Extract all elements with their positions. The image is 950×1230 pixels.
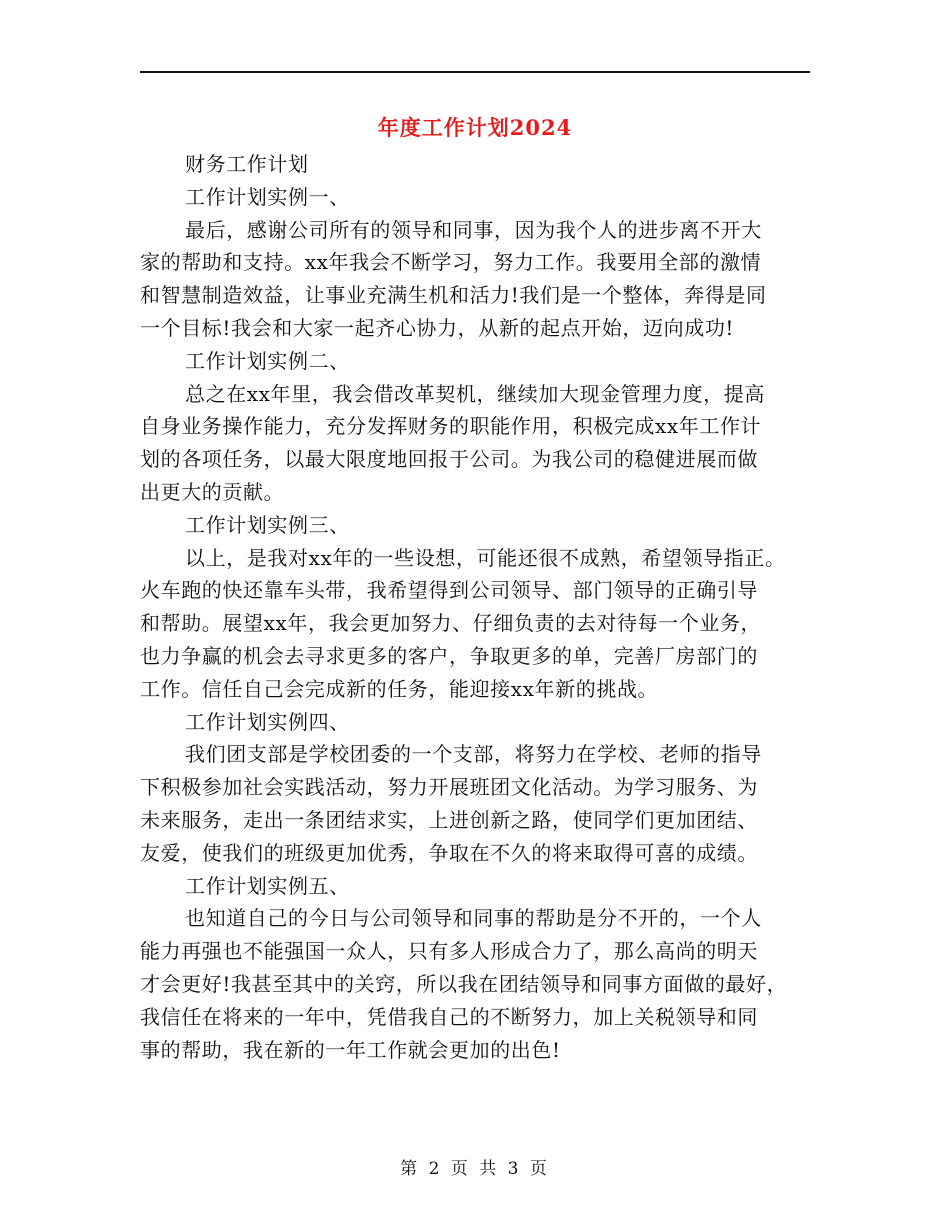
paragraph-line: 一个目标!我会和大家一起齐心协力，从新的起点开始，迈向成功! <box>140 315 735 340</box>
paragraph-line: 以上，是我对xx年的一些设想，可能还很不成熟，希望领导指正。 <box>185 545 786 570</box>
paragraph-line: 也力争赢的机会去寻求更多的客户，争取更多的单，完善厂房部门的 <box>140 643 758 668</box>
paragraph-line: 下积极参加社会实践活动，努力开展班团文化活动。为学习服务、为 <box>140 775 758 800</box>
paragraph-line: 事的帮助，我在新的一年工作就会更加的出色! <box>140 1037 561 1062</box>
paragraph-line: 友爱，使我们的班级更加优秀，争取在不久的将来取得可喜的成绩。 <box>140 840 758 865</box>
paragraph-line: 我信任在将来的一年中，凭借我自己的不断努力，加上关税领导和同 <box>140 1004 758 1029</box>
paragraph-line: 家的帮助和支持。xx年我会不断学习，努力工作。我要用全部的激情 <box>140 250 762 275</box>
paragraph-line: 自身业务操作能力，充分发挥财务的职能作用，积极完成xx年工作计 <box>140 414 762 439</box>
paragraph-line: 最后，感谢公司所有的领导和同事，因为我个人的进步离不开大 <box>185 217 762 242</box>
example-heading: 工作计划实例五、 <box>185 873 350 898</box>
example-heading: 工作计划实例一、 <box>185 184 350 209</box>
paragraph-line: 火车跑的快还靠车头带，我希望得到公司领导、部门领导的正确引导 <box>140 578 758 603</box>
paragraph-line: 未来服务，走出一条团结求实，上进创新之路，使同学们更加团结、 <box>140 807 758 832</box>
example-heading: 工作计划实例四、 <box>185 709 350 734</box>
paragraph-line: 我们团支部是学校团委的一个支部，将努力在学校、老师的指导 <box>185 742 762 767</box>
header-rule <box>140 71 810 73</box>
document-body <box>140 148 815 1066</box>
paragraph-line: 和帮助。展望xx年，我会更加努力、仔细负责的去对待每一个业务， <box>140 611 762 636</box>
paragraph-line: 出更大的贡献。 <box>140 479 285 504</box>
paragraph-line: 总之在xx年里，我会借改革契机，继续加大现金管理力度，提高 <box>185 381 765 406</box>
page-number: 第 2 页 共 3 页 <box>400 1159 550 1179</box>
example-heading: 工作计划实例二、 <box>185 348 350 373</box>
paragraph-line: 工作。信任自己会完成新的任务，能迎接xx年新的挑战。 <box>140 676 659 701</box>
paragraph-line: 划的各项任务，以最大限度地回报于公司。为我公司的稳健进展而做 <box>140 447 758 472</box>
section-heading: 财务工作计划 <box>185 152 309 176</box>
paragraph-line: 和智慧制造效益，让事业充满生机和活力!我们是一个整体，奔得是同 <box>140 283 767 308</box>
paragraph-line: 能力再强也不能强国一众人，只有多人形成合力了，那么高尚的明天 <box>140 939 758 964</box>
paragraph-line: 也知道自己的今日与公司领导和同事的帮助是分不开的，一个人 <box>185 906 762 931</box>
example-heading: 工作计划实例三、 <box>185 512 350 537</box>
paragraph-line: 才会更好!我甚至其中的关窍，所以我在团结领导和同事方面做的最好， <box>140 971 788 996</box>
page-title: 年度工作计划2024 <box>377 115 573 140</box>
